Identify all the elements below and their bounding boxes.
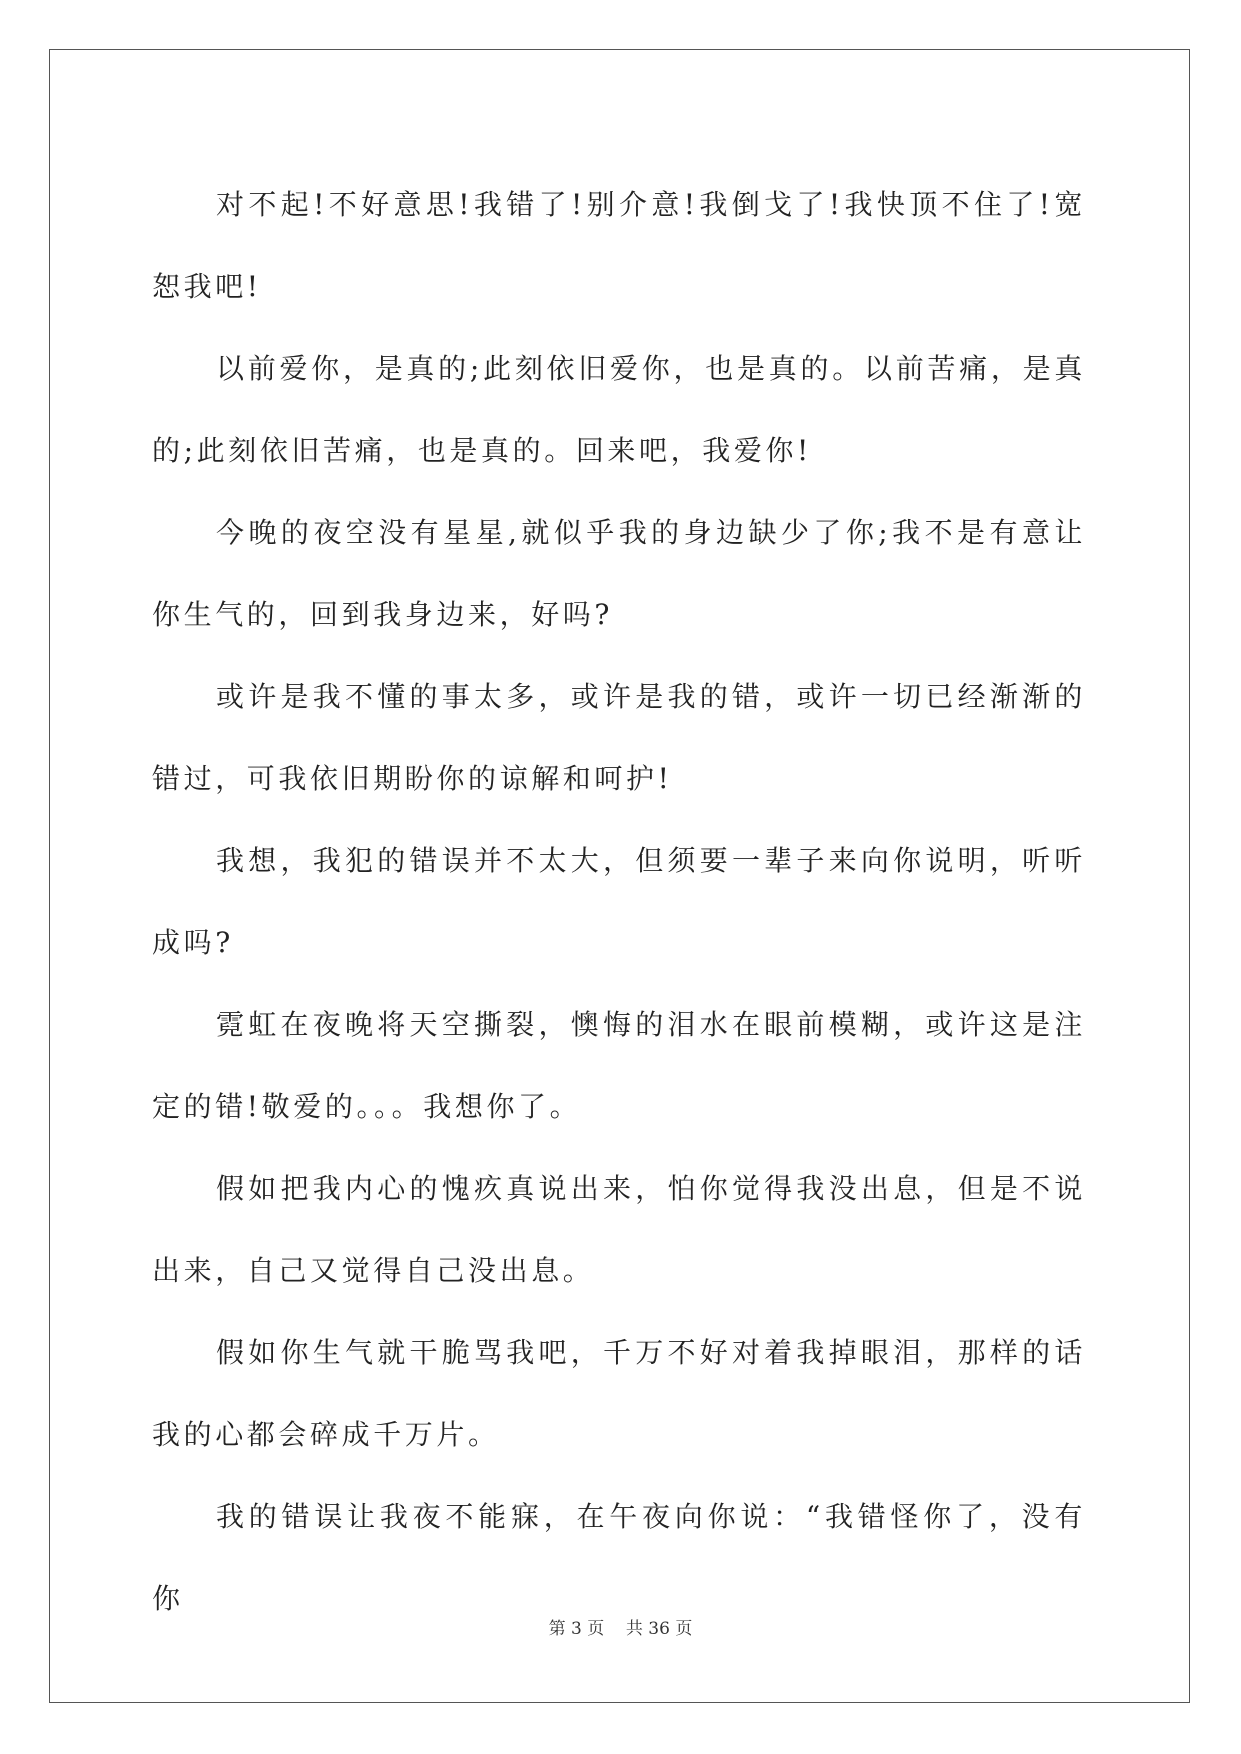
paragraph: 对不起!不好意思!我错了!别介意!我倒戈了!我快顶不住了!宽恕我吧! [152,188,1086,303]
paragraph: 今晚的夜空没有星星,就似乎我的身边缺少了你;我不是有意让你生气的，回到我身边来，好吗? [152,516,1086,631]
paragraph: 以前爱你，是真的;此刻依旧爱你，也是真的。以前苦痛，是真的;此刻依旧苦痛，也是真的。回来吧，我爱你! [152,352,1086,467]
document-body [152,164,1086,1640]
paragraph: 假如你生气就干脆骂我吧，千万不好对着我掉眼泪，那样的话我的心都会碎成千万片。 [152,1336,1086,1451]
paragraph: 假如把我内心的愧疚真说出来，怕你觉得我没出息，但是不说出来，自己又觉得自己没出息。 [152,1172,1086,1287]
paragraph: 霓虹在夜晚将天空撕裂，懊悔的泪水在眼前模糊，或许这是注定的错!敬爱的。。。我想你了。 [152,1008,1086,1123]
page-number-footer: 第 3 页 共 36 页 [548,1619,693,1639]
paragraph: 或许是我不懂的事太多，或许是我的错，或许一切已经渐渐的错过，可我依旧期盼你的谅解和呵护! [152,680,1086,795]
paragraph: 我的错误让我夜不能寐，在午夜向你说：“我错怪你了，没有你 [152,1500,1086,1615]
paragraph: 我想，我犯的错误并不太大，但须要一辈子来向你说明，听听成吗? [152,844,1086,959]
